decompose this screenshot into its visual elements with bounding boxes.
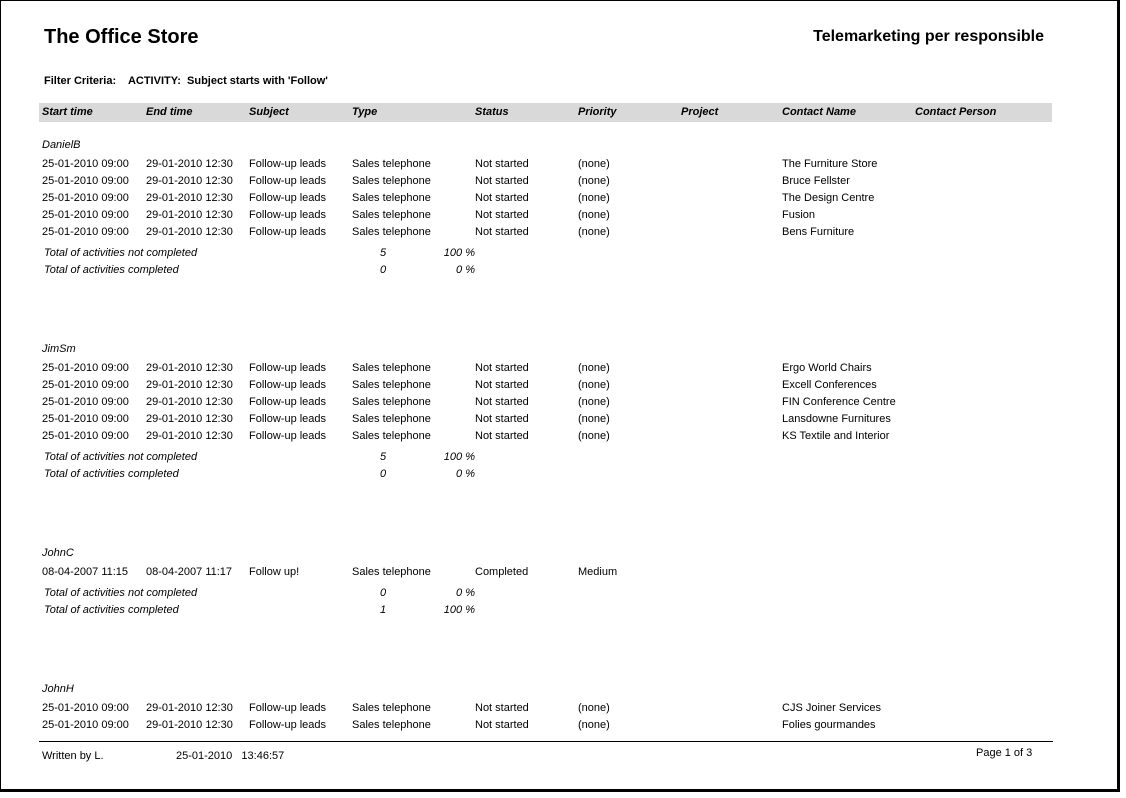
cell-priority: (none) — [578, 719, 610, 731]
cell-end-time: 29-01-2010 12:30 — [146, 379, 233, 391]
cell-end-time: 29-01-2010 12:30 — [146, 226, 233, 238]
cell-priority: (none) — [578, 379, 610, 391]
responsible-name: JohnC — [42, 547, 74, 559]
filter-criteria: Filter Criteria: ACTIVITY: Subject starts with 'Follow' — [44, 75, 328, 87]
cell-end-time: 29-01-2010 12:30 — [146, 702, 233, 714]
column-header-type: Type — [352, 106, 378, 118]
cell-status: Not started — [475, 430, 529, 442]
cell-type: Sales telephone — [352, 379, 431, 391]
total-label: Total of activities not completed — [44, 451, 198, 463]
cell-contact-name: KS Textile and Interior — [782, 430, 890, 442]
cell-status: Not started — [475, 396, 529, 408]
cell-contact-name: Bruce Fellster — [782, 175, 850, 187]
total-label: Total of activities completed — [44, 468, 179, 480]
cell-start-time: 25-01-2010 09:00 — [42, 226, 129, 238]
cell-status: Not started — [475, 702, 529, 714]
footer-divider — [39, 741, 1053, 742]
cell-start-time: 25-01-2010 09:00 — [42, 702, 129, 714]
total-label: Total of activities completed — [44, 604, 179, 616]
cell-status: Not started — [475, 362, 529, 374]
total-count: 5 — [380, 451, 387, 463]
cell-start-time: 25-01-2010 09:00 — [42, 362, 129, 374]
cell-status: Not started — [475, 379, 529, 391]
written-by: Written by L. — [42, 750, 104, 762]
total-count: 1 — [380, 604, 387, 616]
cell-end-time: 29-01-2010 12:30 — [146, 719, 233, 731]
cell-priority: (none) — [578, 396, 610, 408]
cell-start-time: 25-01-2010 09:00 — [42, 175, 129, 187]
cell-contact-name: Excell Conferences — [782, 379, 877, 391]
total-percent: 0 % — [456, 587, 475, 599]
cell-contact-name: Bens Furniture — [782, 226, 855, 238]
cell-subject: Follow-up leads — [249, 396, 327, 408]
cell-start-time: 08-04-2007 11:15 — [42, 566, 129, 578]
cell-subject: Follow-up leads — [249, 226, 327, 238]
cell-contact-name: Ergo World Chairs — [782, 362, 872, 374]
cell-end-time: 29-01-2010 12:30 — [146, 192, 233, 204]
column-header-subject: Subject — [249, 106, 289, 118]
cell-priority: (none) — [578, 413, 610, 425]
total-count: 5 — [380, 247, 387, 259]
total-label: Total of activities not completed — [44, 247, 198, 259]
cell-start-time: 25-01-2010 09:00 — [42, 413, 129, 425]
cell-end-time: 29-01-2010 12:30 — [146, 430, 233, 442]
cell-type: Sales telephone — [352, 702, 431, 714]
column-header-contact-person: Contact Person — [915, 106, 997, 118]
responsible-name: JohnH — [42, 683, 74, 695]
cell-status: Not started — [475, 226, 529, 238]
total-percent: 100 % — [443, 451, 475, 463]
cell-type: Sales telephone — [352, 566, 431, 578]
cell-status: Completed — [475, 566, 529, 578]
cell-status: Not started — [475, 719, 529, 731]
cell-type: Sales telephone — [352, 719, 431, 731]
cell-type: Sales telephone — [352, 362, 431, 374]
cell-priority: (none) — [578, 362, 610, 374]
cell-priority: (none) — [578, 430, 610, 442]
cell-contact-name: Lansdowne Furnitures — [782, 413, 891, 425]
cell-priority: (none) — [578, 158, 610, 170]
cell-status: Not started — [475, 175, 529, 187]
cell-contact-name: The Furniture Store — [782, 158, 878, 170]
cell-start-time: 25-01-2010 09:00 — [42, 719, 129, 731]
cell-end-time: 29-01-2010 12:30 — [146, 175, 233, 187]
cell-end-time: 29-01-2010 12:30 — [146, 413, 233, 425]
cell-subject: Follow-up leads — [249, 413, 327, 425]
cell-contact-name: Fusion — [782, 209, 816, 221]
total-percent: 100 % — [443, 604, 475, 616]
total-percent: 100 % — [443, 247, 475, 259]
total-count: 0 — [380, 468, 387, 480]
cell-type: Sales telephone — [352, 175, 431, 187]
responsible-name: JimSm — [42, 343, 76, 355]
cell-end-time: 08-04-2007 11:17 — [146, 566, 233, 578]
cell-contact-name: FIN Conference Centre — [782, 396, 896, 408]
column-header-end-time: End time — [146, 106, 193, 118]
total-label: Total of activities completed — [44, 264, 179, 276]
cell-subject: Follow-up leads — [249, 209, 327, 221]
cell-subject: Follow-up leads — [249, 719, 327, 731]
cell-type: Sales telephone — [352, 192, 431, 204]
cell-status: Not started — [475, 192, 529, 204]
cell-priority: (none) — [578, 209, 610, 221]
total-label: Total of activities not completed — [44, 587, 198, 599]
cell-subject: Follow-up leads — [249, 702, 327, 714]
cell-end-time: 29-01-2010 12:30 — [146, 396, 233, 408]
cell-start-time: 25-01-2010 09:00 — [42, 430, 129, 442]
cell-type: Sales telephone — [352, 430, 431, 442]
cell-type: Sales telephone — [352, 396, 431, 408]
cell-subject: Follow up! — [249, 566, 300, 578]
cell-contact-name: Folies gourmandes — [782, 719, 876, 731]
cell-type: Sales telephone — [352, 209, 431, 221]
column-header-start-time: Start time — [42, 106, 93, 118]
total-percent: 0 % — [456, 264, 475, 276]
column-header-project: Project — [681, 106, 719, 118]
column-header-contact-name: Contact Name — [782, 106, 856, 118]
cell-subject: Follow-up leads — [249, 192, 327, 204]
cell-priority: Medium — [578, 566, 618, 578]
cell-subject: Follow-up leads — [249, 362, 327, 374]
cell-subject: Follow-up leads — [249, 175, 327, 187]
report-title: Telemarketing per responsible — [813, 28, 1044, 45]
cell-start-time: 25-01-2010 09:00 — [42, 158, 129, 170]
cell-priority: (none) — [578, 702, 610, 714]
cell-status: Not started — [475, 158, 529, 170]
column-header-status: Status — [475, 106, 509, 118]
cell-subject: Follow-up leads — [249, 379, 327, 391]
print-datetime: 25-01-2010 13:46:57 — [176, 750, 285, 762]
cell-priority: (none) — [578, 226, 610, 238]
cell-contact-name: The Design Centre — [782, 192, 875, 204]
cell-subject: Follow-up leads — [249, 430, 327, 442]
cell-start-time: 25-01-2010 09:00 — [42, 192, 129, 204]
cell-priority: (none) — [578, 192, 610, 204]
cell-end-time: 29-01-2010 12:30 — [146, 158, 233, 170]
total-count: 0 — [380, 264, 387, 276]
cell-status: Not started — [475, 413, 529, 425]
cell-status: Not started — [475, 209, 529, 221]
cell-start-time: 25-01-2010 09:00 — [42, 209, 129, 221]
cell-start-time: 25-01-2010 09:00 — [42, 379, 129, 391]
cell-type: Sales telephone — [352, 158, 431, 170]
column-header-priority: Priority — [578, 106, 617, 118]
total-percent: 0 % — [456, 468, 475, 480]
cell-subject: Follow-up leads — [249, 158, 327, 170]
page-number: Page 1 of 3 — [976, 747, 1033, 759]
cell-contact-name: CJS Joiner Services — [782, 702, 882, 714]
cell-type: Sales telephone — [352, 226, 431, 238]
responsible-name: DanielB — [42, 139, 81, 151]
cell-end-time: 29-01-2010 12:30 — [146, 209, 233, 221]
total-count: 0 — [380, 587, 387, 599]
cell-end-time: 29-01-2010 12:30 — [146, 362, 233, 374]
cell-type: Sales telephone — [352, 413, 431, 425]
cell-priority: (none) — [578, 175, 610, 187]
cell-start-time: 25-01-2010 09:00 — [42, 396, 129, 408]
company-title: The Office Store — [44, 26, 199, 48]
